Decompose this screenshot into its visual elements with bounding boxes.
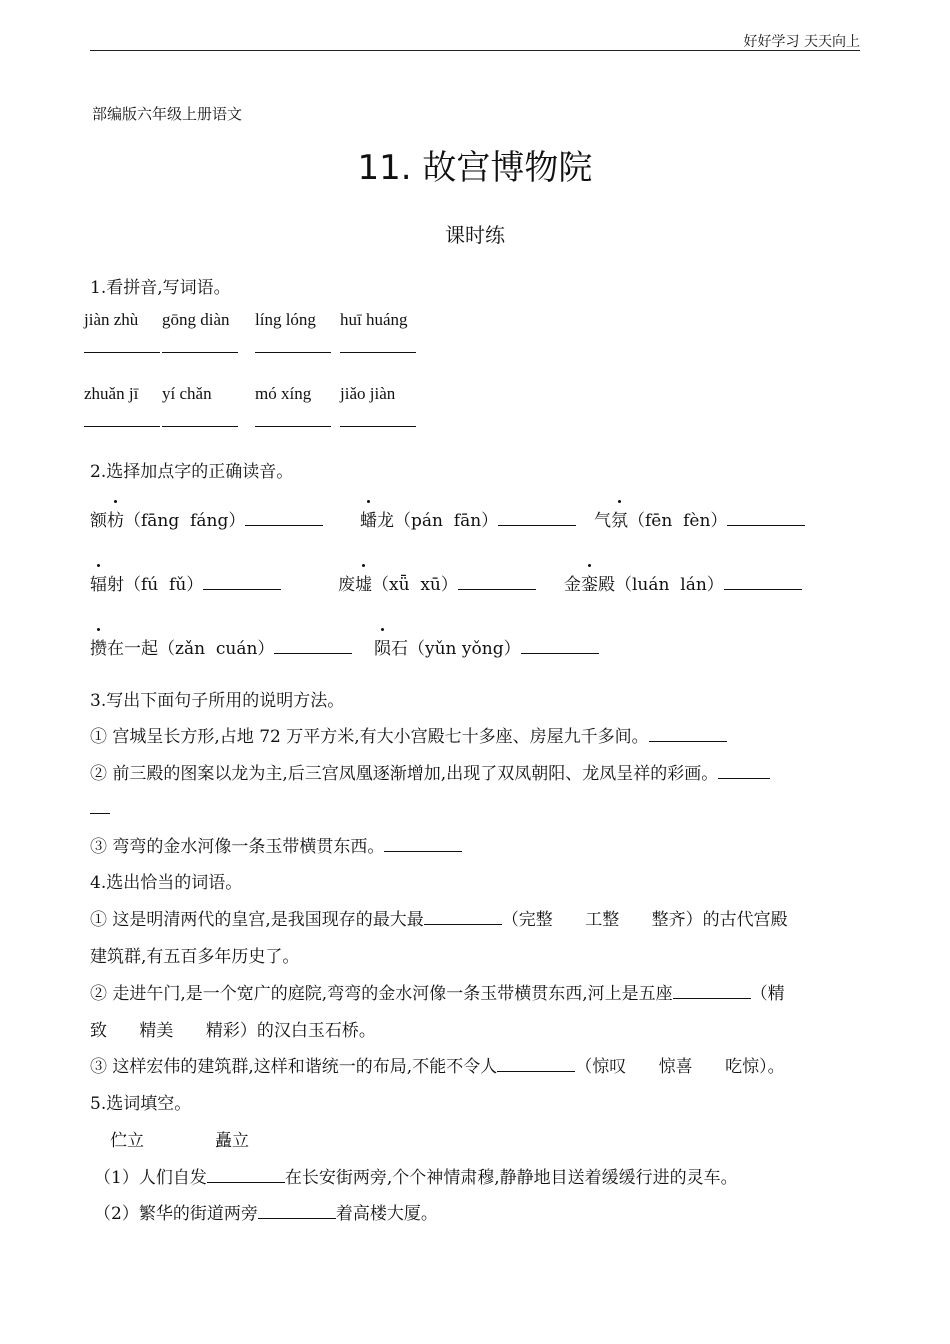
answer-blank[interactable] bbox=[162, 426, 238, 427]
q1-pinyin-8: jiǎo jiàn bbox=[340, 384, 396, 403]
answer-blank-continued[interactable] bbox=[90, 813, 110, 814]
sentence-text: ③ 弯弯的金水河像一条玉带横贯东西。 bbox=[90, 837, 385, 857]
answer-blank[interactable] bbox=[245, 511, 323, 526]
q5-sentence-1 bbox=[94, 1163, 738, 1188]
answer-blank[interactable] bbox=[84, 426, 160, 427]
sentence-text: 着高楼大厦。 bbox=[335, 1204, 438, 1224]
q5-word-2: 矗立 bbox=[215, 1131, 249, 1151]
sentence-options: （完整 工整 整齐）的古代宫殿 bbox=[501, 910, 788, 930]
answer-blank[interactable] bbox=[497, 1057, 575, 1072]
q4-sentence-1 bbox=[90, 905, 788, 930]
dotted-char: 枋 bbox=[107, 506, 124, 531]
answer-blank[interactable] bbox=[384, 837, 462, 852]
answer-blank[interactable] bbox=[649, 727, 727, 742]
answer-blank[interactable] bbox=[203, 575, 281, 590]
q5-word-1: 伫立 bbox=[110, 1131, 144, 1151]
item-options: 殿（luán lán） bbox=[598, 575, 724, 595]
item-options: （fēn fèn） bbox=[628, 511, 728, 531]
q3-sentence-1 bbox=[90, 722, 727, 747]
answer-blank[interactable] bbox=[724, 575, 802, 590]
dotted-char: 氛 bbox=[611, 506, 628, 531]
answer-blank[interactable] bbox=[718, 764, 770, 779]
q2-item bbox=[360, 506, 576, 531]
sentence-options: （惊叹 惊喜 吃惊）。 bbox=[575, 1057, 785, 1077]
answer-blank[interactable] bbox=[162, 352, 238, 353]
q2-item bbox=[90, 634, 352, 659]
answer-blank[interactable] bbox=[274, 639, 352, 654]
answer-blank[interactable] bbox=[424, 910, 502, 925]
q5-heading: 5.选词填空。 bbox=[90, 1094, 192, 1114]
answer-blank[interactable] bbox=[84, 352, 160, 353]
header-rule bbox=[90, 50, 860, 51]
answer-blank[interactable] bbox=[673, 984, 751, 999]
sentence-text: ③ 这样宏伟的建筑群,这样和谐统一的布局,不能不令人 bbox=[90, 1057, 498, 1077]
item-options: 射（fú fǔ） bbox=[107, 575, 204, 595]
item-text: 废 bbox=[338, 575, 355, 595]
item-text: 额 bbox=[90, 511, 107, 531]
sentence-text: 在长安街两旁,个个神情肃穆,静静地目送着缓缓行进的灵车。 bbox=[284, 1168, 738, 1188]
answer-blank[interactable] bbox=[255, 426, 331, 427]
answer-blank[interactable] bbox=[498, 511, 576, 526]
item-options: 龙（pán fān） bbox=[377, 511, 499, 531]
page-title: 11. 故宫博物院 bbox=[357, 148, 593, 188]
q5-sentence-2 bbox=[94, 1199, 438, 1224]
item-text: 气 bbox=[594, 511, 611, 531]
q1-pinyin-1: jiàn zhù bbox=[84, 310, 139, 329]
q3-heading: 3.写出下面句子所用的说明方法。 bbox=[90, 691, 345, 711]
q1-pinyin-5: zhuǎn jī bbox=[84, 384, 139, 403]
header-motto: 好好学习 天天向上 bbox=[743, 34, 860, 50]
dotted-char: 銮 bbox=[581, 570, 598, 595]
dotted-char: 墟 bbox=[355, 570, 372, 595]
answer-blank[interactable] bbox=[340, 426, 416, 427]
answer-blank[interactable] bbox=[207, 1168, 285, 1183]
answer-blank[interactable] bbox=[258, 1204, 336, 1219]
q2-heading: 2.选择加点字的正确读音。 bbox=[90, 462, 294, 482]
q1-pinyin-2: gōng diàn bbox=[162, 310, 230, 329]
q1-heading: 1.看拼音,写词语。 bbox=[90, 278, 231, 298]
item-options: （xǖ xū） bbox=[372, 575, 458, 595]
q2-item bbox=[338, 570, 536, 595]
q4-heading: 4.选出恰当的词语。 bbox=[90, 873, 243, 893]
sentence-text: （2）繁华的街道两旁 bbox=[94, 1204, 258, 1224]
item-options: （fāng fáng） bbox=[124, 511, 246, 531]
q3-sentence-3 bbox=[90, 832, 462, 857]
q2-item bbox=[90, 570, 281, 595]
q1-pinyin-7: mó xíng bbox=[255, 384, 312, 403]
sentence-text: ② 走进午门,是一个宽广的庭院,弯弯的金水河像一条玉带横贯东西,河上是五座 bbox=[90, 984, 673, 1004]
dotted-char: 攒 bbox=[90, 634, 107, 659]
item-text: 金 bbox=[564, 575, 581, 595]
q2-item bbox=[594, 506, 805, 531]
sentence-text: ① 宫城呈长方形,占地 72 万平方米,有大小宫殿七十多座、房屋九千多间。 bbox=[90, 727, 649, 747]
answer-blank[interactable] bbox=[255, 352, 331, 353]
answer-blank[interactable] bbox=[727, 511, 805, 526]
q4-sentence-3 bbox=[90, 1052, 785, 1077]
sentence-text: ① 这是明清两代的皇宫,是我国现存的最大最 bbox=[90, 910, 424, 930]
dotted-char: 蟠 bbox=[360, 506, 377, 531]
sentence-text: （1）人们自发 bbox=[94, 1168, 207, 1188]
q1-pinyin-6: yí chǎn bbox=[162, 384, 212, 403]
q1-pinyin-3: líng lóng bbox=[255, 310, 316, 329]
sentence-options: （精 bbox=[750, 984, 785, 1004]
q4-sentence-2-cont: 致 精美 精彩）的汉白玉石桥。 bbox=[90, 1021, 376, 1041]
q2-item bbox=[90, 506, 323, 531]
answer-blank[interactable] bbox=[340, 352, 416, 353]
item-options: 在一起（zǎn cuán） bbox=[107, 639, 275, 659]
answer-blank[interactable] bbox=[458, 575, 536, 590]
dotted-char: 陨 bbox=[374, 634, 391, 659]
q3-sentence-2 bbox=[90, 759, 770, 784]
q4-sentence-1-cont: 建筑群,有五百多年历史了。 bbox=[90, 947, 300, 967]
page-subtitle: 课时练 bbox=[445, 223, 505, 247]
item-options: 石（yǔn yǒng） bbox=[391, 639, 521, 659]
sentence-text: ② 前三殿的图案以龙为主,后三宫凤凰逐渐增加,出现了双凤朝阳、龙凤呈祥的彩画。 bbox=[90, 764, 719, 784]
dotted-char: 辐 bbox=[90, 570, 107, 595]
q4-sentence-2 bbox=[90, 979, 785, 1004]
q2-item bbox=[374, 634, 599, 659]
q1-pinyin-4: huī huáng bbox=[340, 310, 408, 329]
series-label: 部编版六年级上册语文 bbox=[92, 105, 243, 123]
answer-blank[interactable] bbox=[521, 639, 599, 654]
q2-item bbox=[564, 570, 802, 595]
